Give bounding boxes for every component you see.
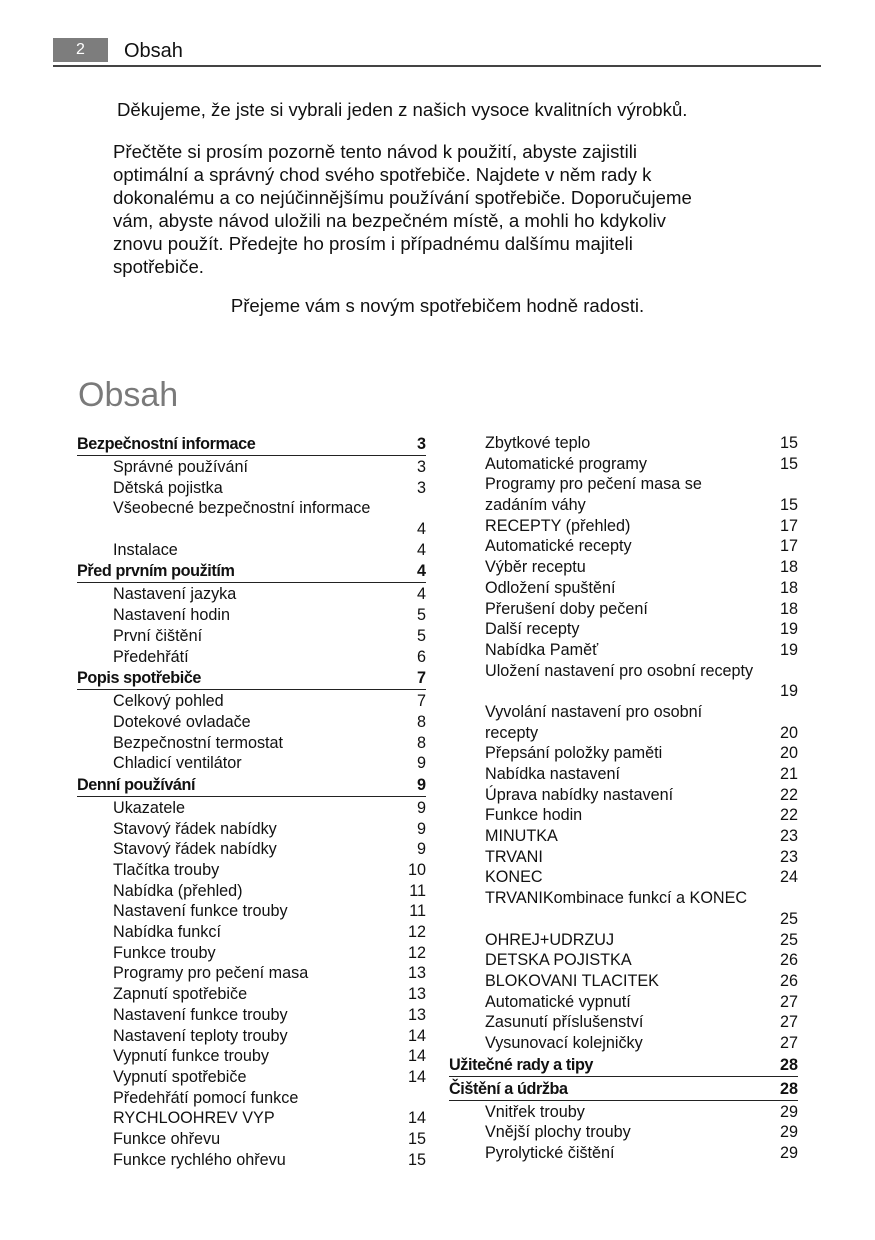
toc-page-number: 14: [407, 1026, 426, 1045]
toc-entry-title: Tlačítka trouby: [113, 861, 220, 879]
toc-entry[interactable]: [449, 1102, 798, 1123]
toc-entry-title: Funkce hodin: [485, 806, 583, 825]
intro-line: dokonalému a co nejúčinnějšímu používání spotřebiče. Doporučujeme: [113, 187, 692, 208]
toc-page-number: 5: [416, 626, 426, 645]
toc-entry[interactable]: [449, 785, 798, 806]
toc-entry[interactable]: [449, 826, 798, 847]
toc-page-number: 27: [779, 1033, 798, 1052]
toc-page-number: 11: [409, 881, 426, 900]
toc-entry-title: MINUTKA: [485, 827, 558, 846]
toc-page-number: 18: [779, 558, 798, 577]
toc-entry-title: Celkový pohled: [113, 692, 224, 711]
toc-entry-title: BLOKOVANI TLACITEK: [485, 971, 659, 990]
toc-page-number: 10: [407, 861, 426, 879]
toc-entry-title: Odložení spuštění: [485, 578, 616, 597]
toc-entry[interactable]: [449, 888, 798, 909]
toc-entry[interactable]: [77, 626, 426, 647]
toc-page-number: 29: [779, 1144, 798, 1162]
toc-page-number: 7: [416, 692, 426, 711]
toc-entry-title: Zapnutí spotřebiče: [113, 985, 248, 1004]
toc-entry-title: Denní používání: [77, 775, 196, 794]
toc-entry-title: Bezpečnostní informace: [77, 435, 256, 453]
toc-entry[interactable]: [449, 847, 798, 868]
toc-page-number: 14: [407, 1047, 426, 1066]
toc-entry-title: Vysunovací kolejničky: [485, 1033, 643, 1052]
toc-entry-title: Programy pro pečení masa se: [485, 475, 702, 494]
toc-entry-title: První čištění: [113, 626, 203, 645]
toc-page-number: 17: [779, 537, 798, 556]
toc-entry-title: Nastavení funkce trouby: [113, 1005, 288, 1024]
toc-entry[interactable]: [77, 519, 426, 540]
toc-entry-title: Dotekové ovladače: [113, 712, 251, 731]
toc-page-number: 26: [779, 971, 798, 990]
toc-page-number: 3: [416, 478, 426, 497]
toc-page-number: 13: [407, 1005, 426, 1024]
toc-entry[interactable]: [449, 702, 798, 723]
toc-page-number: 4: [416, 585, 426, 604]
toc-page-number: 9: [416, 840, 426, 859]
toc-page-number: 14: [407, 1109, 426, 1128]
toc-column-left: [77, 433, 426, 1170]
toc-entry-title: Nastavení teploty trouby: [113, 1026, 288, 1045]
toc-entry[interactable]: [77, 1088, 426, 1109]
toc-entry[interactable]: [77, 984, 426, 1005]
header-rule: [53, 65, 821, 67]
toc-page-number: 26: [779, 951, 798, 970]
toc-section-heading[interactable]: [77, 667, 426, 691]
toc-entry-title: Výběr receptu: [485, 558, 586, 577]
toc-entry-title: Nastavení funkce trouby: [113, 902, 288, 921]
toc-page-number: 11: [409, 902, 426, 921]
toc-entry-title: Správné používání: [113, 458, 248, 476]
toc-entry-title: Vypnutí spotřebiče: [113, 1067, 247, 1086]
toc-page-number: 18: [779, 578, 798, 597]
toc-entry[interactable]: [77, 1005, 426, 1026]
toc-entry[interactable]: [77, 647, 426, 668]
toc-page-number: 4: [416, 562, 426, 581]
toc-entry-title: Funkce trouby: [113, 943, 216, 962]
toc-entry[interactable]: [77, 1026, 426, 1047]
page-number: 2: [53, 38, 108, 62]
toc-entry[interactable]: [77, 1067, 426, 1088]
toc-entry-title: Popis spotřebiče: [77, 669, 202, 688]
toc-page-number: 22: [779, 806, 798, 825]
toc-page-number: 23: [779, 827, 798, 846]
toc-entry[interactable]: [449, 640, 798, 661]
toc-entry-title: Vnitřek trouby: [485, 1102, 585, 1121]
toc-entry-title: Vyvolání nastavení pro osobní: [485, 702, 703, 721]
toc-page-number: 22: [779, 785, 798, 804]
toc-entry[interactable]: [77, 498, 426, 519]
toc-entry-title: TRVANI: [485, 847, 543, 866]
toc-entry[interactable]: [77, 798, 426, 819]
toc-page-number: 9: [416, 754, 426, 773]
toc-entry[interactable]: [77, 733, 426, 754]
toc-entry-title: Automatické programy: [485, 454, 647, 473]
toc-page-number: 15: [407, 1129, 426, 1148]
toc-entry-title: Ukazatele: [113, 798, 185, 817]
toc-entry[interactable]: [449, 433, 798, 454]
toc-section-heading[interactable]: [449, 1078, 798, 1102]
toc-entry-title: Přerušení doby pečení: [485, 599, 648, 618]
toc-page-number: 12: [407, 943, 426, 962]
toc-entry[interactable]: [449, 867, 798, 888]
toc-entry[interactable]: [77, 881, 426, 902]
toc-entry[interactable]: [77, 963, 426, 984]
toc-entry-title: OHREJ+UDRZUJ: [485, 930, 615, 949]
toc-entry-title: Funkce ohřevu: [113, 1129, 221, 1148]
toc-page-number: 28: [779, 1055, 798, 1074]
toc-page-number: 9: [416, 775, 426, 794]
toc-entry[interactable]: [449, 992, 798, 1013]
toc-entry[interactable]: [77, 584, 426, 605]
intro-line: vám, abyste návod uložili na bezpečném místě, a mohli ho kdykoliv: [113, 210, 666, 231]
toc-entry[interactable]: [449, 805, 798, 826]
intro-line: Přečtěte si prosím pozorně tento návod k použití, abyste zajistili: [113, 141, 637, 162]
toc-entry[interactable]: [449, 1033, 798, 1054]
toc-entry[interactable]: [449, 495, 798, 516]
toc-column-right: [449, 433, 798, 1164]
toc-page-number: 9: [416, 798, 426, 817]
toc-entry[interactable]: [449, 516, 798, 537]
toc-entry-title: Zasunutí příslušenství: [485, 1013, 644, 1032]
toc-page-number: 19: [779, 682, 798, 701]
toc-entry-title: Čištění a údržba: [449, 1079, 568, 1098]
toc-entry[interactable]: [449, 743, 798, 764]
toc-entry[interactable]: [449, 536, 798, 557]
toc-entry[interactable]: [449, 599, 798, 620]
toc-page-number: 15: [779, 496, 798, 515]
toc-page-number: 9: [416, 819, 426, 838]
toc-entry[interactable]: [77, 478, 426, 499]
toc-entry[interactable]: [449, 930, 798, 951]
toc-entry-title: Všeobecné bezpečnostní informace: [113, 499, 371, 518]
intro-line: spotřebiče.: [113, 256, 204, 277]
toc-entry[interactable]: [449, 578, 798, 599]
toc-entry-title: Přepsání položky paměti: [485, 744, 663, 763]
toc-page-number: 29: [779, 1102, 798, 1121]
toc-entry[interactable]: [449, 909, 798, 930]
toc-entry[interactable]: [77, 540, 426, 561]
intro-paragraph: [113, 140, 773, 278]
toc-entry-title: Automatické recepty: [485, 537, 632, 556]
toc-page-number: 7: [416, 669, 426, 688]
toc-entry[interactable]: [449, 1012, 798, 1033]
toc-page-number: 8: [416, 712, 426, 731]
toc-entry[interactable]: [77, 1129, 426, 1150]
toc-entry[interactable]: [449, 950, 798, 971]
toc-entry[interactable]: [449, 661, 798, 682]
toc-section-heading[interactable]: [449, 1054, 798, 1078]
page-header: [53, 38, 821, 66]
toc-entry-title: recepty: [485, 723, 539, 742]
toc-entry[interactable]: [77, 943, 426, 964]
toc-page-number: 8: [416, 733, 426, 752]
header-title: Obsah: [124, 40, 183, 62]
toc-entry-title: TRVANIKombinace funkcí a KONEC: [485, 889, 748, 908]
toc-page-number: 15: [779, 454, 798, 473]
toc-page-number: 4: [416, 540, 426, 559]
toc-entry-title: Pyrolytické čištění: [485, 1144, 615, 1162]
toc-page-number: 25: [779, 909, 798, 928]
toc-page-number: 28: [779, 1079, 798, 1098]
toc-entry-title: Nabídka (přehled): [113, 881, 243, 900]
toc-entry-title: Nabídka funkcí: [113, 923, 221, 942]
toc-entry-title: DETSKA POJISTKA: [485, 951, 632, 970]
toc-entry-title: Nastavení jazyka: [113, 585, 237, 604]
toc-page-number: 17: [779, 516, 798, 535]
toc-page-number: 24: [779, 868, 798, 887]
toc-entry[interactable]: [449, 1122, 798, 1143]
toc-entry[interactable]: [449, 474, 798, 495]
toc-page-number: 15: [407, 1150, 426, 1169]
toc-entry-title: Předehřátí pomocí funkce: [113, 1088, 299, 1107]
toc-page-number: 5: [416, 606, 426, 625]
toc-entry-title: Vypnutí funkce trouby: [113, 1047, 269, 1066]
toc-entry-title: KONEC: [485, 868, 543, 887]
toc-entry[interactable]: [77, 691, 426, 712]
toc-entry[interactable]: [449, 454, 798, 475]
toc-section-heading[interactable]: [77, 774, 426, 798]
toc-entry[interactable]: [77, 1046, 426, 1067]
toc-entry-title: Bezpečnostní termostat: [113, 733, 284, 752]
toc-entry-title: Stavový řádek nabídky: [113, 819, 277, 838]
toc-page-number: 15: [779, 434, 798, 452]
toc-entry-title: Nabídka nastavení: [485, 765, 620, 783]
toc-entry[interactable]: [77, 605, 426, 626]
toc-entry-title: Instalace: [113, 540, 178, 559]
toc-entry-title: Programy pro pečení masa: [113, 964, 309, 983]
toc-page-number: 4: [416, 520, 426, 539]
toc-entry-title: Užitečné rady a tipy: [449, 1055, 594, 1074]
toc-entry[interactable]: [449, 723, 798, 744]
toc-page-number: 3: [416, 435, 426, 453]
toc-page-number: 12: [407, 923, 426, 942]
toc-page-number: 27: [779, 1013, 798, 1032]
intro-line: optimální a správný chod svého spotřebiče. Najdete v něm rady k: [113, 164, 652, 185]
toc-entry[interactable]: [77, 753, 426, 774]
toc-page-number: 25: [779, 930, 798, 949]
toc-page-number: 27: [779, 992, 798, 1011]
toc-page-number: 18: [779, 599, 798, 618]
toc-entry[interactable]: [77, 839, 426, 860]
toc-entry-title: Automatické vypnutí: [485, 992, 631, 1011]
intro-wish: Přejeme vám s novým spotřebičem hodně radosti.: [230, 295, 645, 316]
toc-entry-title: Před prvním použitím: [77, 562, 235, 581]
toc-entry[interactable]: [77, 712, 426, 733]
toc-page-number: 29: [779, 1123, 798, 1142]
toc-entry[interactable]: [449, 681, 798, 702]
toc-entry[interactable]: [77, 901, 426, 922]
toc-entry[interactable]: [449, 764, 798, 785]
toc-entry[interactable]: [77, 860, 426, 881]
toc-entry[interactable]: [449, 619, 798, 640]
toc-entry-title: Další recepty: [485, 620, 580, 639]
intro-thanks: Děkujeme, že jste si vybrali jeden z našich vysoce kvalitních výrobků.: [117, 99, 688, 120]
toc-entry[interactable]: [77, 457, 426, 478]
toc-entry[interactable]: [449, 557, 798, 578]
toc-entry[interactable]: [77, 1108, 426, 1129]
toc-entry[interactable]: [77, 922, 426, 943]
toc-entry-title: Předehřátí: [113, 647, 189, 666]
toc-page-number: 3: [416, 458, 426, 476]
toc-entry-title: RECEPTY (přehled): [485, 516, 631, 535]
toc-entry-title: zadáním váhy: [485, 496, 586, 515]
toc-entry-title: Uložení nastavení pro osobní recepty: [485, 661, 754, 680]
toc-entry-title: Chladicí ventilátor: [113, 754, 242, 773]
toc-entry-title: Vnější plochy trouby: [485, 1123, 631, 1142]
toc-entry-title: Nabídka Paměť: [485, 640, 599, 659]
toc-page-number: 21: [779, 765, 798, 783]
toc-entry-title: Nastavení hodin: [113, 606, 230, 625]
toc-page-number: 13: [407, 964, 426, 983]
toc-entry-title: RYCHLOOHREV VYP: [113, 1109, 275, 1128]
toc-entry-title: Dětská pojistka: [113, 478, 223, 497]
toc-entry[interactable]: [449, 1143, 798, 1164]
toc-entry[interactable]: [77, 819, 426, 840]
toc-entry-title: Zbytkové teplo: [485, 434, 591, 452]
toc-page-number: 14: [407, 1067, 426, 1086]
toc-page-number: 20: [779, 744, 798, 763]
contents-title: Obsah: [78, 376, 179, 414]
toc-page-number: 19: [779, 640, 798, 659]
toc-entry[interactable]: [449, 971, 798, 992]
toc-entry-title: Stavový řádek nabídky: [113, 840, 277, 859]
toc-section-heading[interactable]: [77, 560, 426, 584]
toc-section-heading[interactable]: [77, 433, 426, 457]
toc-page-number: 6: [416, 647, 426, 666]
toc-page-number: 23: [779, 847, 798, 866]
toc-page-number: 13: [407, 985, 426, 1004]
toc-entry-title: Úprava nabídky nastavení: [485, 785, 674, 804]
toc-entry[interactable]: [77, 1150, 426, 1171]
toc-page-number: 20: [779, 723, 798, 742]
intro-line: znovu použít. Předejte ho prosím i případnému dalšímu majiteli: [113, 233, 633, 254]
toc-page-number: 19: [779, 620, 798, 639]
toc-entry-title: Funkce rychlého ohřevu: [113, 1150, 286, 1169]
